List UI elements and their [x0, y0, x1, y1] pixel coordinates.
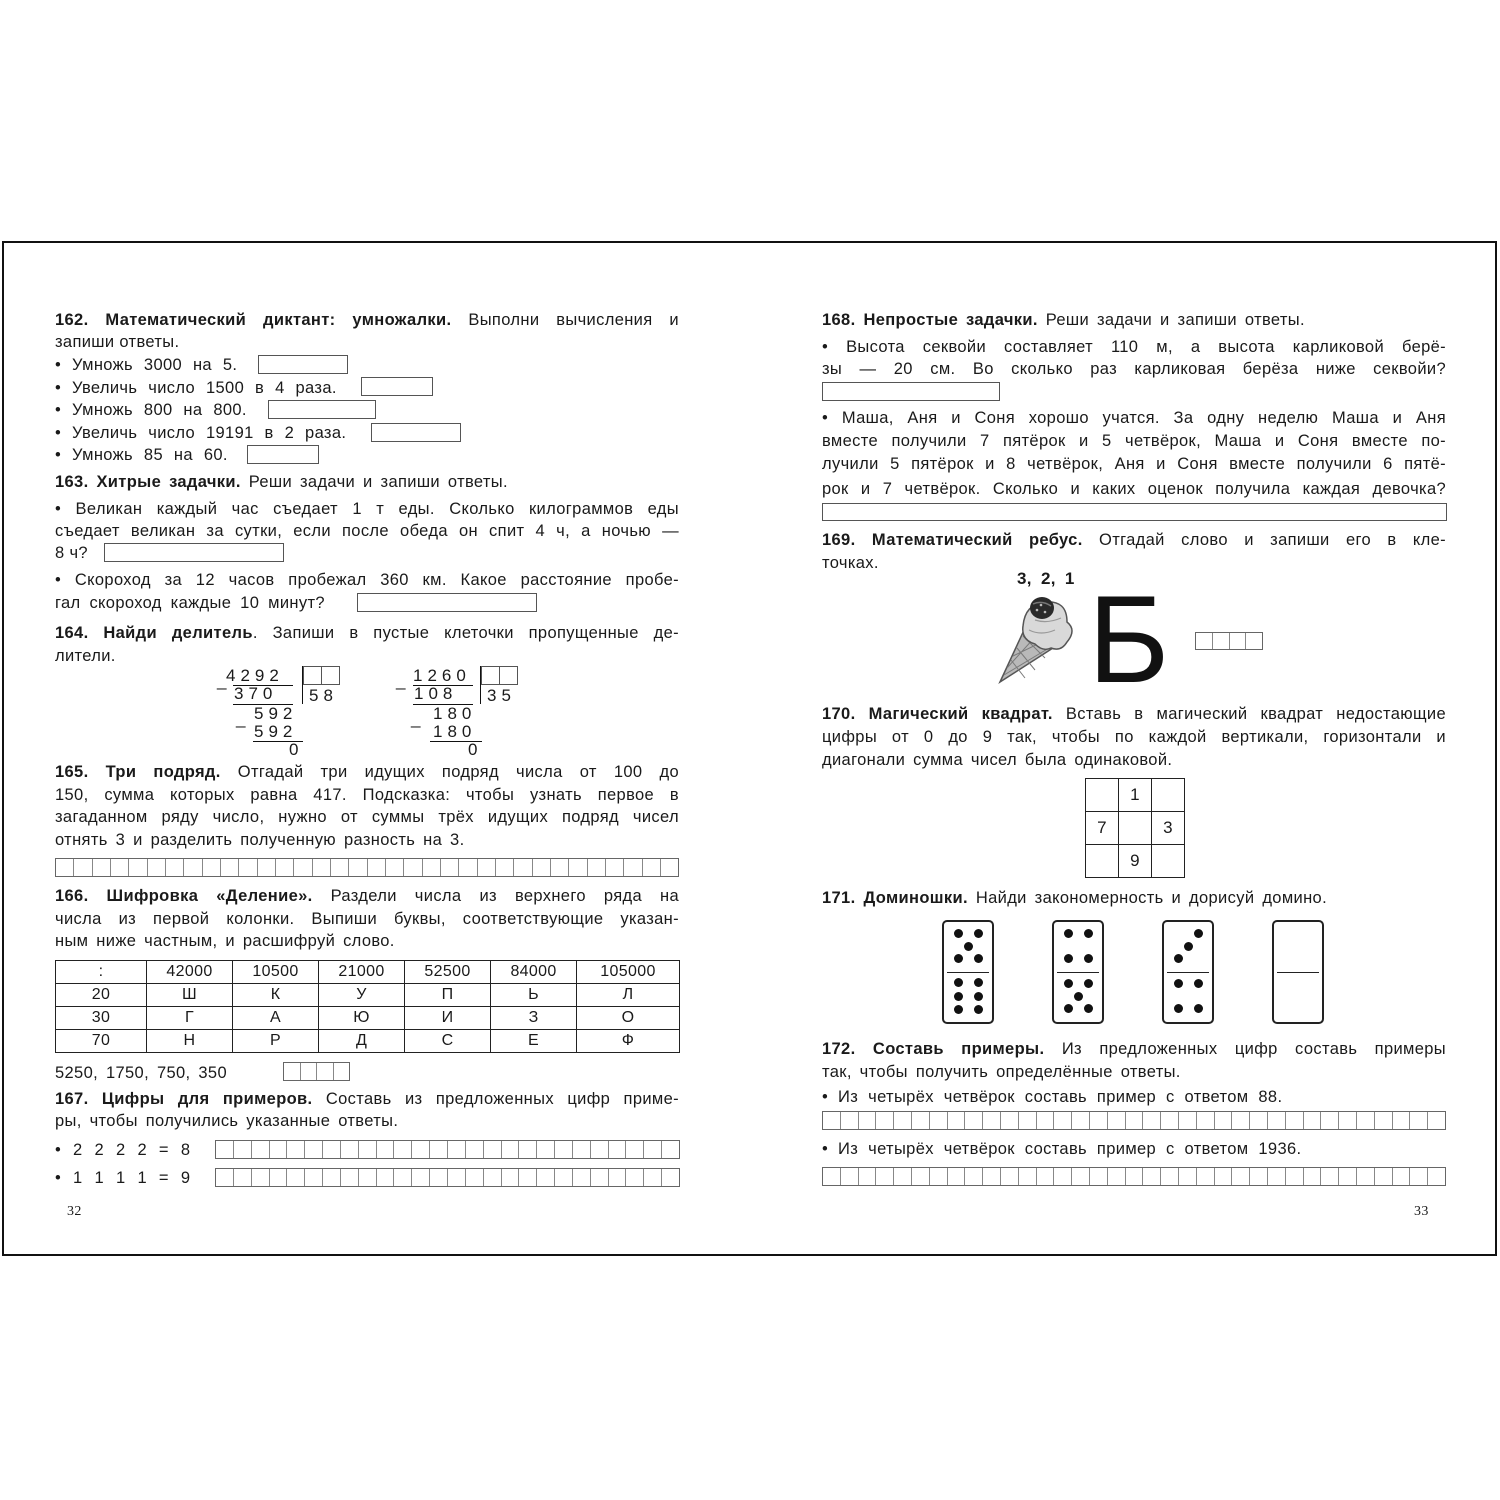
task-166-line2: числа из первой колонки. Выпиши буквы, соответствующие указан- [55, 910, 679, 928]
task-164-heading [55, 624, 679, 643]
task-number: 170. [822, 705, 856, 723]
right-page [750, 0, 1500, 1500]
table-cell: Н [147, 1030, 233, 1053]
table-cell: 20 [56, 984, 147, 1007]
divisor-cell-2[interactable] [499, 666, 518, 685]
magic-cell: 1 [1119, 779, 1152, 812]
task-163-heading [55, 473, 508, 492]
domino-pip [1194, 1004, 1203, 1013]
rebus-hint: 3, 2, 1 [1017, 569, 1075, 588]
domino-pip [1064, 979, 1073, 988]
table-cell: 21000 [319, 961, 405, 984]
answer-box-162-2[interactable] [361, 377, 433, 396]
domino-pip [974, 954, 983, 963]
answer-box-162-1[interactable] [258, 355, 348, 374]
magic-row [1086, 779, 1185, 812]
minus-sign: _ [236, 709, 251, 728]
task-168-a2: зы — 20 см. Во сколько раз карликовая берёза ниже секвойи? [822, 360, 1446, 378]
domino-pip [1084, 1004, 1093, 1013]
task-text: . Запиши в пустые клеточки пропущенные де- [252, 624, 680, 642]
task-title: Математический ребус. [871, 531, 1083, 549]
domino-pip [1074, 992, 1083, 1001]
answer-grid-166[interactable] [283, 1062, 350, 1081]
table-cell: 10500 [233, 961, 319, 984]
task-number: 169. [822, 531, 856, 549]
task-number: 164. [55, 624, 89, 642]
task-number: 167. [55, 1090, 89, 1108]
remainder-1: 180 [433, 704, 477, 723]
task-number: 166. [55, 887, 89, 905]
task-number: 165. [55, 763, 89, 781]
domino-pip [964, 942, 973, 951]
domino-pip [954, 992, 963, 1001]
task-168-heading [822, 311, 1305, 330]
task-title: Составь примеры. [872, 1040, 1045, 1058]
domino-pip [974, 1005, 983, 1014]
table-cell: Г [147, 1007, 233, 1030]
task-166-heading [55, 887, 679, 906]
magic-cell[interactable] [1152, 779, 1185, 812]
table-cell: Р [233, 1030, 319, 1053]
zero: 0 [289, 740, 304, 759]
answer-box-162-3[interactable] [268, 400, 376, 419]
magic-cell[interactable] [1086, 779, 1119, 812]
domino-pip [1174, 979, 1183, 988]
table-cell: О [577, 1007, 680, 1030]
task-162-line2: запиши ответы. [55, 333, 180, 351]
task-number: 162. [55, 311, 89, 329]
table-cell: 52500 [405, 961, 491, 984]
magic-cell: 3 [1152, 812, 1185, 845]
domino-pip [954, 978, 963, 987]
domino-tile [1162, 920, 1214, 1024]
task-162-item-2: • Увеличь число 1500 в 4 раза. [55, 379, 337, 397]
task-170-heading [822, 705, 1446, 724]
domino-pip [1174, 954, 1183, 963]
minus-sign: _ [217, 671, 232, 690]
task-166-quotients: 5250, 1750, 750, 350 [55, 1064, 227, 1082]
task-162-heading [55, 311, 679, 330]
table-cell: К [233, 984, 319, 1007]
task-167-line2: ры, чтобы получились указанные ответы. [55, 1112, 399, 1130]
answer-box-168-b[interactable] [822, 503, 1447, 521]
domino-pip [1084, 929, 1093, 938]
task-number: 168. [822, 311, 856, 329]
minus-sign: _ [396, 671, 411, 690]
magic-row [1086, 845, 1185, 878]
task-title: Цифры для примеров. [101, 1090, 313, 1108]
task-167-example-1: • 2 2 2 2 = 8 [55, 1141, 191, 1159]
magic-cell[interactable] [1086, 845, 1119, 878]
domino-pip [974, 992, 983, 1001]
table-cell: У [319, 984, 405, 1007]
table-cell: Ь [491, 984, 577, 1007]
domino-pip [1084, 954, 1093, 963]
magic-cell: 7 [1086, 812, 1119, 845]
task-172-bullet-1: • Из четырёх четвёрок составь пример с ответом 88. [822, 1088, 1283, 1106]
divisor-cell-1[interactable] [481, 666, 500, 685]
magic-cell[interactable] [1119, 812, 1152, 845]
task-170-line3: диагонали сумма чисел была одинаковой. [822, 751, 1173, 769]
task-164-line2: лители. [55, 647, 116, 665]
task-title: Доминошки. [863, 889, 968, 907]
table-cell: Л [577, 984, 680, 1007]
task-163-text-b1: • Скороход за 12 часов пробежал 360 км. Какое расстояние пробе- [55, 571, 679, 589]
table-header-row [56, 961, 680, 984]
task-162-item-3: • Умножь 800 на 800. [55, 401, 247, 419]
task-text: Вставь в магический квадрат недостающие [1065, 705, 1447, 723]
task-170-line2: цифры от 0 до 9 так, чтобы по каждой вертикали, горизонтали и [822, 728, 1446, 746]
task-title: Найди делитель [103, 624, 253, 642]
page-number-right: 33 [1414, 1204, 1429, 1219]
remainder-2: 592 [254, 722, 298, 741]
task-168-a1: • Высота секвойи составляет 110 м, а высота карликовой берё- [822, 338, 1446, 356]
task-162-item-1: • Умножь 3000 на 5. [55, 356, 238, 374]
domino-pip [1174, 1004, 1183, 1013]
domino-pip [1184, 942, 1193, 951]
table-cell: Ш [147, 984, 233, 1007]
domino-pip [1064, 929, 1073, 938]
task-166-line3: ным ниже частным, и расшифруй слово. [55, 932, 395, 950]
subtrahend: 370 [234, 684, 278, 703]
domino-pip [1194, 929, 1203, 938]
task-163-text-a3: 8 ч? [55, 544, 88, 562]
answer-box-168-a[interactable] [822, 382, 1000, 401]
task-169-heading [822, 531, 1446, 550]
answer-grid-167-2[interactable] [215, 1168, 680, 1187]
task-162-item-4: • Увеличь число 19191 в 2 раза. [55, 424, 347, 442]
dividend: 1260 [413, 666, 471, 685]
table-cell: 84000 [491, 961, 577, 984]
table-row [56, 1007, 680, 1030]
task-162-item-5: • Умножь 85 на 60. [55, 446, 228, 464]
task-163-text-b2: гал скороход каждые 10 минут? [55, 594, 325, 612]
task-title: Три подряд. [105, 763, 221, 781]
task-title: Шифровка «Деление». [106, 887, 313, 905]
task-title: Математический диктант: умножалки. [105, 311, 452, 329]
table-cell: 30 [56, 1007, 147, 1030]
task-165-line4: отнять 3 и разделить полученную разность на 3. [55, 831, 465, 849]
magic-row [1086, 812, 1185, 845]
task-169-line2: точках. [822, 554, 879, 572]
table-cell: Ю [319, 1007, 405, 1030]
task-168-b2: вместе получили 7 пятёрок и 5 четвёрок, Маша и Соня вместе по- [822, 432, 1446, 450]
task-163-text-a1: • Великан каждый час съедает 1 т еды. Сколько килограммов еды [55, 500, 679, 518]
answer-grid-172-2[interactable] [822, 1167, 1446, 1186]
underline [413, 685, 473, 686]
table-cell: П [405, 984, 491, 1007]
task-172-heading [822, 1040, 1446, 1059]
domino-pip [1194, 979, 1203, 988]
answer-grid-172-1[interactable] [822, 1111, 1446, 1130]
subtrahend: 108 [414, 684, 458, 703]
task-168-b4: рок и 7 четвёрок. Сколько и каких оценок получила каждая девочка? [822, 480, 1446, 498]
task-title: Хитрые задачки. [96, 473, 241, 491]
divisor-cell-1[interactable] [303, 666, 322, 685]
task-text: Реши задачи и запиши ответы. [248, 473, 508, 491]
minus-sign: _ [411, 709, 426, 728]
task-167-example-2: • 1 1 1 1 = 9 [55, 1169, 191, 1187]
magic-cell[interactable] [1152, 845, 1185, 878]
answer-box-162-4[interactable] [371, 423, 461, 442]
underline [233, 685, 293, 686]
task-168-b3: лучили 5 пятёрок и 8 четвёрок, Аня и Соня вместе получили 6 пятё- [822, 455, 1446, 473]
table-cell: Д [319, 1030, 405, 1053]
domino-pip [954, 929, 963, 938]
quotient: 35 [487, 686, 516, 705]
divisor-cell-2[interactable] [321, 666, 340, 685]
table-cell: 105000 [577, 961, 680, 984]
domino-pip [974, 929, 983, 938]
answer-grid-165[interactable] [55, 858, 679, 877]
task-text: Из предложенных цифр составь примеры [1061, 1040, 1447, 1058]
task-number: 163. [55, 473, 89, 491]
dividend: 4292 [226, 666, 284, 685]
table-cell: : [56, 961, 147, 984]
task-165-heading [55, 763, 679, 782]
answer-box-163-a[interactable] [104, 543, 284, 562]
quotient: 58 [309, 686, 338, 705]
task-163-text-a2: съедает великан за сутки, если после обеда он спит 4 ч, а ночью — [55, 522, 679, 540]
remainder-2: 180 [433, 722, 477, 741]
table-cell: Ф [577, 1030, 680, 1053]
cipher-table [55, 960, 680, 1053]
answer-grid-169[interactable] [1195, 632, 1263, 650]
magic-cell: 9 [1119, 845, 1152, 878]
task-text: Выполни вычисления и [468, 311, 680, 329]
task-text: Отгадай три идущих подряд числа от 100 до [237, 763, 679, 781]
task-172-line2: так, чтобы получить определённые ответы. [822, 1063, 1181, 1081]
task-172-bullet-2: • Из четырёх четвёрок составь пример с ответом 1936. [822, 1140, 1302, 1158]
task-text: Составь из предложенных цифр приме- [325, 1090, 679, 1108]
task-text: Раздели числа из верхнего ряда на [330, 887, 680, 905]
domino-pip [1084, 979, 1093, 988]
ice-cream-icon [995, 590, 1081, 690]
task-165-line3: загаданном ряду число, нужно от суммы трёх идущих подряд чисел [55, 808, 679, 826]
remainder-1: 592 [254, 704, 298, 723]
domino-empty-tile[interactable] [1272, 920, 1324, 1024]
rebus-letter: Б [1088, 571, 1170, 709]
magic-square [1085, 778, 1185, 878]
page-number-left: 32 [67, 1204, 82, 1219]
table-cell: 42000 [147, 961, 233, 984]
task-number: 172. [822, 1040, 856, 1058]
answer-box-162-5[interactable] [247, 445, 319, 464]
division-bar-vertical [302, 666, 303, 704]
table-cell: И [405, 1007, 491, 1030]
task-text: Реши задачи и запиши ответы. [1045, 311, 1305, 329]
domino-pip [1064, 954, 1073, 963]
zero: 0 [468, 740, 483, 759]
table-row [56, 1030, 680, 1053]
table-row [56, 984, 680, 1007]
task-168-b1: • Маша, Аня и Соня хорошо учатся. За одну неделю Маша и Аня [822, 409, 1446, 427]
task-title: Магический квадрат. [868, 705, 1053, 723]
domino-pip [954, 954, 963, 963]
domino-tile [1052, 920, 1104, 1024]
domino-pip [1064, 1004, 1073, 1013]
task-title: Непростые задачки. [863, 311, 1038, 329]
task-171-heading [822, 889, 1327, 908]
table-cell: А [233, 1007, 319, 1030]
task-165-line2: 150, сумма которых равна 417. Подсказка: чтобы узнать первое в [55, 786, 679, 804]
domino-tile [942, 920, 994, 1024]
division-bar-vertical [480, 666, 481, 704]
table-cell: 70 [56, 1030, 147, 1053]
task-text: Найди закономерность и дорисуй домино. [975, 889, 1328, 907]
task-text: Отгадай слово и запиши его в кле- [1099, 531, 1447, 549]
answer-box-163-b[interactable] [357, 593, 537, 612]
table-cell: С [405, 1030, 491, 1053]
answer-grid-167-1[interactable] [215, 1140, 680, 1159]
table-cell: З [491, 1007, 577, 1030]
table-cell: Е [491, 1030, 577, 1053]
domino-pip [954, 1005, 963, 1014]
task-number: 171. [822, 889, 856, 907]
task-167-heading [55, 1090, 679, 1109]
domino-pip [974, 978, 983, 987]
